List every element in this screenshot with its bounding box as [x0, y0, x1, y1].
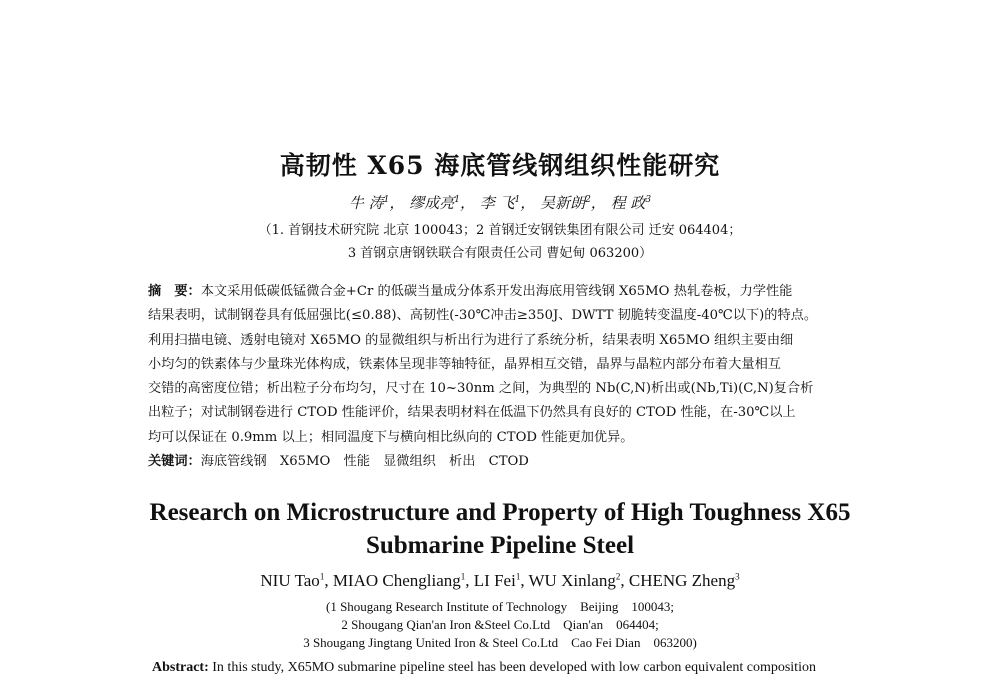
- chinese-affiliation-line-2: 3 首钢京唐钢铁联合有限责任公司 曹妃甸 063200）: [347, 246, 653, 261]
- chinese-authors: 牛 涛$^1$， 缪成亮$^1$， 李 飞$^1$， 吴新朗$^2$， 程 政$^3$: [348, 194, 652, 212]
- abstract-line: 小均匀的铁素体与少量珠光体构成，铁素体呈现非等轴特征，晶界相互交错，晶界与晶粒内部分布着大量相互: [148, 356, 781, 372]
- author: LI Fei$^1$: [473, 571, 521, 590]
- english-title-line-1: Research on Microstructure and Property of High Toughness X65: [149, 499, 851, 526]
- author: 李 飞$^1$: [479, 194, 521, 212]
- author: 牛 涛$^1$: [348, 194, 390, 212]
- chinese-title: 高韧性 X65 海底管线钢组织性能研究: [279, 151, 721, 180]
- english-affiliation-line-2: 2 Shougang Qian'an Iron &Steel Co.Ltd Qian'an 064404;: [341, 617, 659, 632]
- abstract-label: 摘 要：: [148, 284, 201, 299]
- abstract-line: 结果表明，试制钢卷具有低屈强比(≤0.88)、高韧性(-30℃冲击≥350J、DWTT 韧脆转变温度-40℃以下)的特点。: [148, 308, 818, 324]
- abstract-line: 利用扫描电镜、透射电镜对 X65MO 的显微组织与析出行为进行了系统分析，结果表明 X65MO 组织主要由细: [148, 332, 794, 348]
- keywords-line: [148, 450, 874, 474]
- author: 程 政$^3$: [610, 194, 652, 212]
- english-abstract-text: In this study, X65MO submarine pipeline steel has been developed with low carbon equivalent composition: [208, 660, 816, 675]
- abstract-line: 均可以保证在 0.9mm 以上；相同温度下与横向相比纵向的 CTOD 性能更加优异。: [148, 429, 634, 445]
- author: CHENG Zheng$^3$: [628, 571, 740, 590]
- chinese-abstract: [148, 280, 874, 474]
- author: 吴新朗$^2$: [540, 194, 591, 212]
- keywords-label: 关键词：: [148, 454, 201, 470]
- english-affiliation-line-1: (1 Shougang Research Institute of Technology Beijing 100043;: [326, 599, 674, 614]
- english-abstract-label: Abstract:: [152, 660, 209, 675]
- keywords: 海底管线钢 X65MO 性能 显微组织 析出 CTOD: [200, 454, 529, 470]
- english-authors: NIU Tao$^1$, MIAO Chengliang$^1$, LI Fei$^1$, WU Xinlang$^2$, CHENG Zheng$^3$: [260, 571, 740, 590]
- author: WU Xinlang$^2$: [528, 571, 621, 590]
- abstract-line: 交错的高密度位错；析出粒子分布均匀，尺寸在 10~30nm 之间，为典型的 Nb(C,N)析出或(Nb,Ti)(C,N)复合析: [148, 381, 814, 397]
- author: 缪成亮$^1$: [409, 194, 460, 212]
- english-title-line-2: Submarine Pipeline Steel: [365, 532, 635, 559]
- abstract-line: 摘 要：本文采用低碳低锰微合金+Cr 的低碳当量成分体系开发出海底用管线钢 X65MO 热轧卷板，力学性能: [148, 284, 793, 299]
- chinese-affiliation-line-1: （1. 首钢技术研究院 北京 100043；2 首钢迁安钢铁集团有限公司 迁安 064404；: [258, 223, 742, 238]
- author: MIAO Chengliang$^1$: [332, 571, 466, 590]
- abstract-line: 出粒子；对试制钢卷进行 CTOD 性能评价，结果表明材料在低温下仍然具有良好的 CTOD 性能，在-30℃以上: [148, 405, 796, 421]
- english-title: [0, 496, 1000, 562]
- english-affiliation-line-3: 3 Shougang Jingtang United Iron & Steel Co.Ltd Cao Fei Dian 063200): [303, 635, 697, 650]
- english-abstract: [152, 660, 882, 676]
- author: NIU Tao$^1$: [260, 571, 325, 590]
